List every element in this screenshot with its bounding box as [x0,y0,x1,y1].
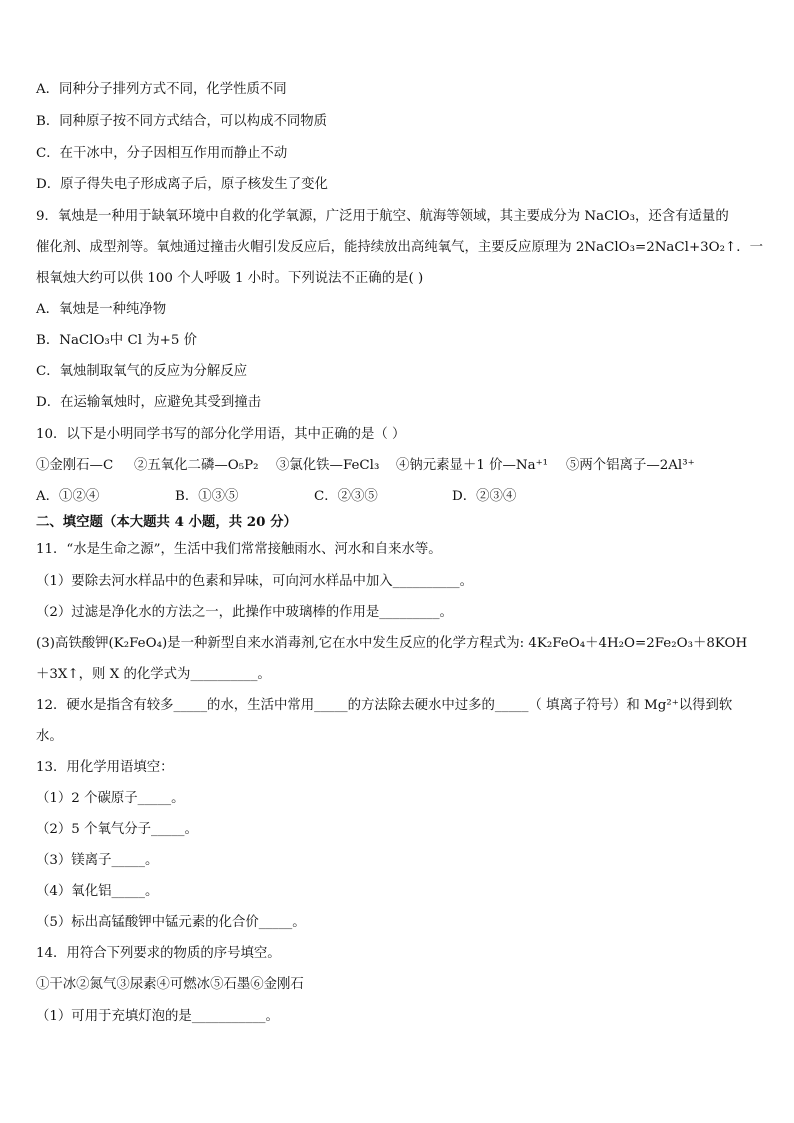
q8-option-a: A．同种分子排列方式不同，化学性质不同 [36,82,287,97]
q12-stem-line2: 水。 [36,729,63,744]
q10-option-a: A．①②④ [36,489,100,504]
q9-option-b: B．NaClO₃中 Cl 为+5 价 [36,333,198,348]
q13-part-5: （5）标出高锰酸钾中锰元素的化合价_____。 [36,915,306,930]
q13-part-3: （3）镁离子_____。 [36,853,159,868]
q10-item-4: ④钠元素显＋1 价—Na⁺¹ [396,458,549,473]
q11-part-2: （2）过滤是净化水的方法之一，此操作中玻璃棒的作用是_________。 [36,605,453,620]
q13-part-1: （1）2 个碳原子_____。 [36,791,185,806]
q11-part-3-line1: (3)高铁酸钾(K₂FeO₄)是一种新型自来水消毒剂,它在水中发生反应的化学方程式为: 4K₂FeO₄＋4H₂O=2Fe₂O₃＋8KOH [36,636,748,651]
q11-stem: 11．“水是生命之源”，生活中我们常常接触雨水、河水和自来水等。 [36,542,442,557]
q9-option-c: C．氧烛制取氧气的反应为分解反应 [36,364,248,379]
q11-part-1: （1）要除去河水样品中的色素和异味，可向河水样品中加入__________。 [36,574,474,589]
q8-option-d: D．原子得失电子形成离子后，原子核发生了变化 [36,177,328,192]
q14-part-1: （1）可用于充填灯泡的是___________。 [36,1009,279,1024]
q10-option-c: C．②③⑤ [314,489,378,504]
q10-item-1: ①金刚石—C [36,458,114,473]
q12-stem-line1: 12．硬水是指含有较多_____的水，生活中常用_____的方法除去硬水中过多的_____（ 填离子符号）和 Mg²⁺以得到软 [36,698,733,713]
q10-item-3: ③氯化铁—FeCl₃ [276,458,380,473]
q9-stem-line2: 催化剂、成型剂等。氧烛通过撞击火帽引发反应后，能持续放出高纯氧气，主要反应原理为 2NaClO₃=2NaCl+3O₂↑．一 [36,240,764,255]
q10-stem: 10．以下是小明同学书写的部分化学用语，其中正确的是（ ） [36,427,406,442]
q14-substance-list: ①干冰②氮气③尿素④可燃冰⑤石墨⑥金刚石 [36,977,304,992]
q9-stem-line1: 9．氧烛是一种用于缺氧环境中自救的化学氧源，广泛用于航空、航海等领域，其主要成分为 NaClO₃，还含有适量的 [36,209,729,224]
q10-option-d: D．②③④ [452,489,517,504]
section-title-fill-in: 二、填空题（本大题共 4 小题，共 20 分） [36,514,297,530]
q13-part-4: （4）氧化铝_____。 [36,884,159,899]
q9-option-d: D．在运输氧烛时，应避免其受到撞击 [36,395,261,410]
q13-stem: 13．用化学用语填空： [36,760,174,775]
q8-option-c: C．在干冰中，分子因相互作用而静止不动 [36,146,288,161]
q10-option-b: B．①③⑤ [175,489,239,504]
q13-part-2: （2）5 个氧气分子_____。 [36,822,198,837]
q9-option-a: A．氧烛是一种纯净物 [36,302,167,317]
q9-stem-line3: 根氧烛大约可以供 100 个人呼吸 1 小时。下列说法不正确的是( ) [36,271,424,286]
q8-option-b: B．同种原子按不同方式结合，可以构成不同物质 [36,114,328,129]
q14-stem: 14．用符合下列要求的物质的序号填空。 [36,946,281,961]
q11-part-3-line2: ＋3X↑，则 X 的化学式为__________。 [36,667,271,682]
q10-item-2: ②五氧化二磷—O₅P₂ [134,458,259,473]
q10-item-5: ⑤两个铝离子—2Al³⁺ [566,458,695,473]
